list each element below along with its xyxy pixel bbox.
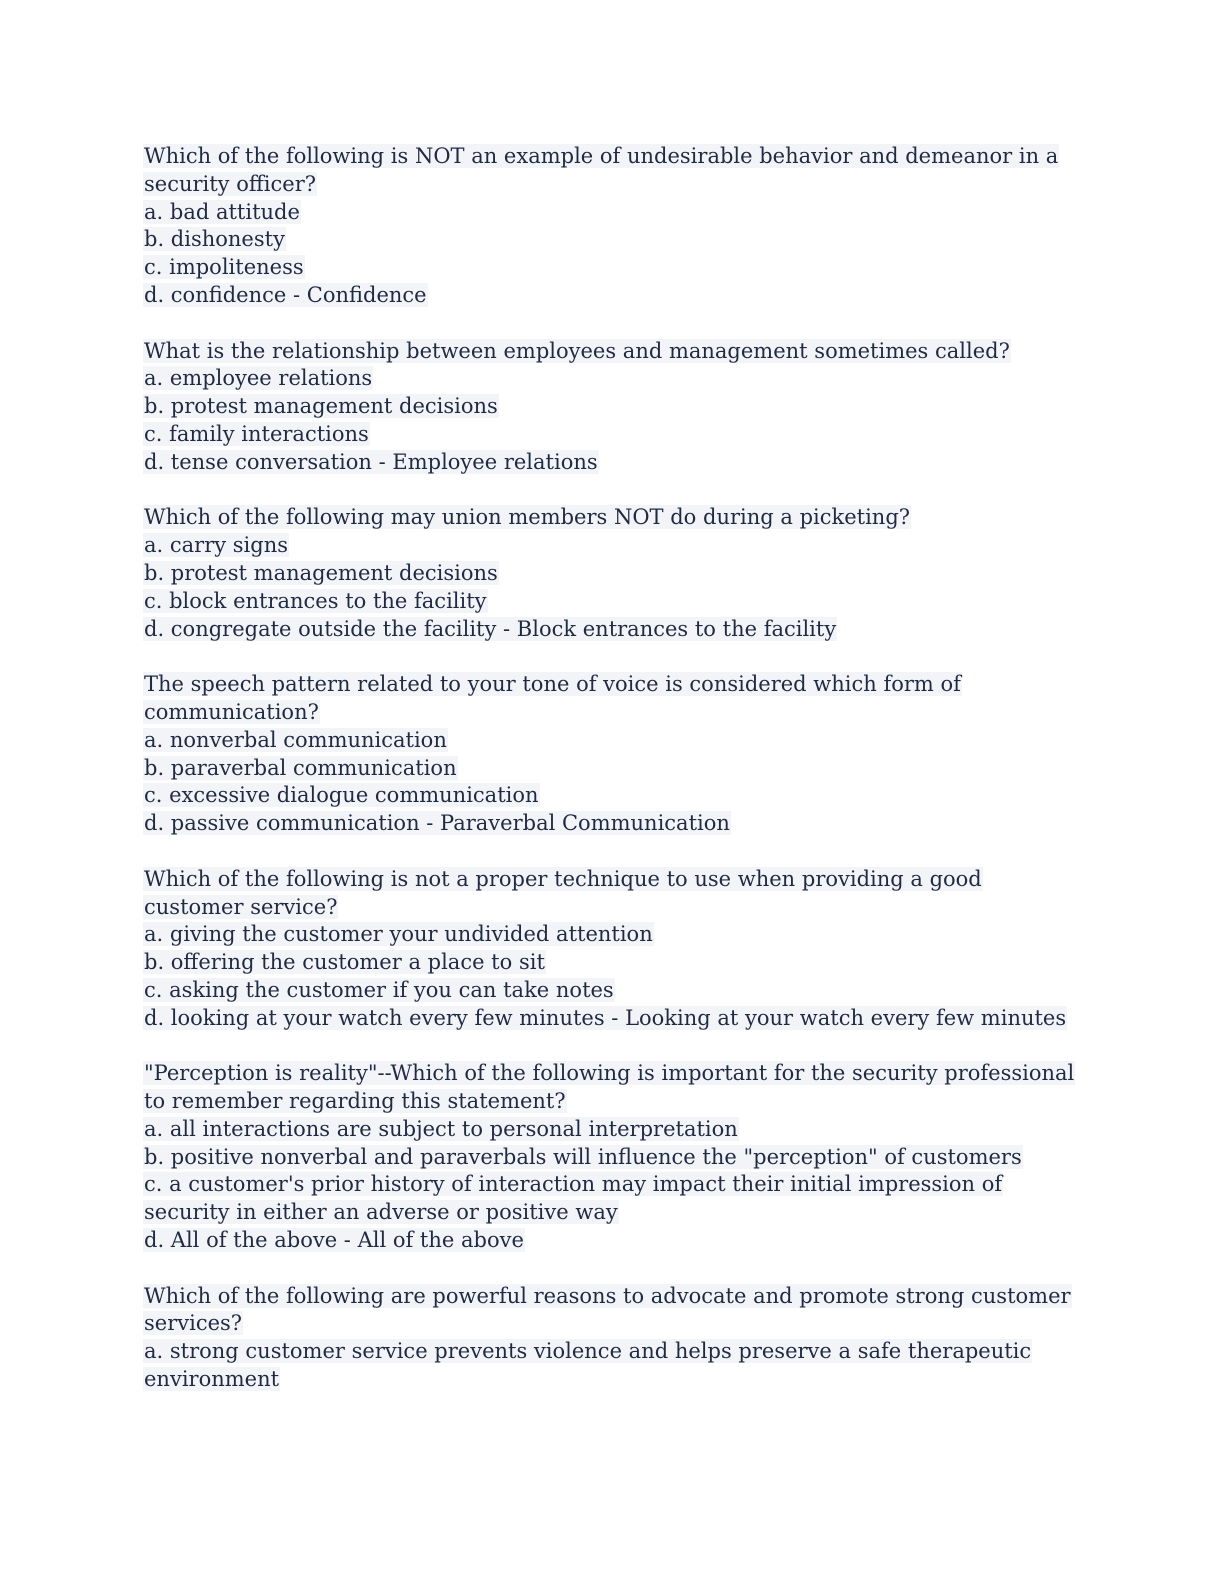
answer-option-a: a. bad attitude [144, 199, 300, 224]
answer-option-b: b. protest management decisions [144, 560, 498, 585]
answer-option-b: b. offering the customer a place to sit [144, 950, 545, 975]
question-text: Which of the following are powerful reasons to advocate and promote strong customer services? [144, 1283, 1071, 1336]
answer-option-a: a. strong customer service prevents violence and helps preserve a safe therapeutic environment [144, 1339, 1032, 1392]
question-block-6 [143, 1060, 1083, 1255]
question-text: What is the relationship between employees and management sometimes called? [144, 338, 1010, 363]
answer-option-d-with-answer: d. tense conversation - Employee relations [144, 449, 598, 474]
answer-option-d-with-answer: d. confidence - Confidence [144, 282, 427, 307]
question-text: Which of the following is not a proper technique to use when providing a good customer service? [144, 866, 982, 919]
answer-option-c: c. family interactions [144, 421, 369, 446]
answer-option-c: c. impoliteness [144, 255, 304, 280]
question-text: "Perception is reality"--Which of the following is important for the security professional to remember regarding this statement? [144, 1061, 1075, 1114]
question-text: The speech pattern related to your tone of voice is considered which form of communication? [144, 672, 961, 724]
question-block-3 [143, 504, 1083, 643]
answer-option-b: b. positive nonverbal and paraverbals will influence the "perception" of customers [144, 1144, 1022, 1169]
question-block-5 [143, 866, 1083, 1033]
question-block-2 [143, 338, 1083, 477]
answer-option-a: a. carry signs [144, 533, 289, 558]
answer-option-b: b. protest management decisions [144, 394, 498, 419]
answer-option-b: b. dishonesty [144, 227, 285, 252]
answer-option-c: c. a customer's prior history of interaction may impact their initial impression of security in either an adverse or positive way [144, 1172, 1003, 1225]
answer-option-c: c. block entrances to the facility [144, 588, 487, 613]
answer-option-c: c. excessive dialogue communication [144, 783, 539, 808]
answer-option-a: a. employee relations [144, 366, 373, 391]
question-block-4 [143, 671, 1083, 838]
answer-option-b: b. paraverbal communication [144, 755, 457, 780]
answer-option-d-with-answer: d. congregate outside the facility - Block entrances to the facility [144, 616, 837, 641]
answer-option-a: a. all interactions are subject to personal interpretation [144, 1116, 738, 1141]
answer-option-a: a. giving the customer your undivided attention [144, 922, 653, 947]
document-page [143, 143, 1083, 1422]
question-text: Which of the following may union members NOT do during a picketing? [144, 505, 911, 530]
question-block-7 [143, 1283, 1083, 1394]
question-block-1 [143, 143, 1083, 310]
answer-option-d-with-answer: d. passive communication - Paraverbal Communication [144, 811, 730, 836]
answer-option-d-with-answer: d. looking at your watch every few minutes - Looking at your watch every few minutes [144, 1005, 1067, 1030]
answer-option-d-with-answer: d. All of the above - All of the above [144, 1228, 524, 1253]
answer-option-a: a. nonverbal communication [144, 727, 447, 752]
question-text: Which of the following is NOT an example of undesirable behavior and demeanor in a security officer? [144, 144, 1059, 196]
answer-option-c: c. asking the customer if you can take notes [144, 977, 614, 1002]
